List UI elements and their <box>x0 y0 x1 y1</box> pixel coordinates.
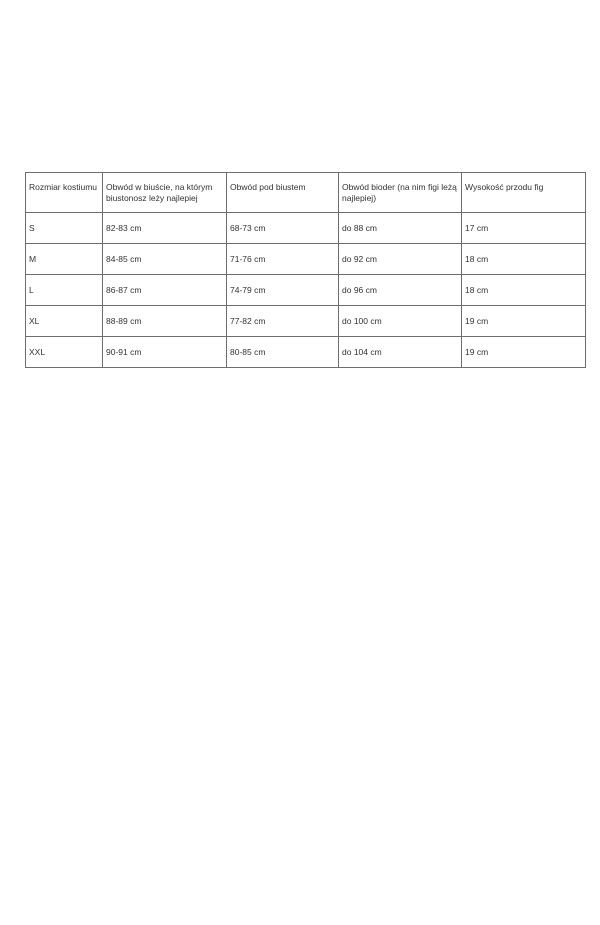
cell-hips: do 88 cm <box>339 213 462 244</box>
header-cell-bust: Obwód w biuście, na którym biustonosz leży najlepiej <box>103 173 227 213</box>
cell-size: M <box>26 244 103 275</box>
cell-hips: do 96 cm <box>339 275 462 306</box>
table-row <box>26 275 586 306</box>
cell-hips: do 100 cm <box>339 306 462 337</box>
cell-front-height: 18 cm <box>462 275 586 306</box>
cell-hips: do 92 cm <box>339 244 462 275</box>
cell-bust: 88-89 cm <box>103 306 227 337</box>
cell-underbust: 71-76 cm <box>227 244 339 275</box>
cell-bust: 90-91 cm <box>103 337 227 368</box>
cell-bust: 82-83 cm <box>103 213 227 244</box>
table-row <box>26 213 586 244</box>
cell-bust: 84-85 cm <box>103 244 227 275</box>
header-cell-underbust: Obwód pod biustem <box>227 173 339 213</box>
cell-size: L <box>26 275 103 306</box>
cell-underbust: 68-73 cm <box>227 213 339 244</box>
table-header-row <box>26 173 586 213</box>
cell-underbust: 80-85 cm <box>227 337 339 368</box>
cell-underbust: 74-79 cm <box>227 275 339 306</box>
cell-front-height: 19 cm <box>462 337 586 368</box>
table-row <box>26 244 586 275</box>
table-row <box>26 306 586 337</box>
header-cell-hips: Obwód bioder (na nim figi leżą najlepiej) <box>339 173 462 213</box>
cell-hips: do 104 cm <box>339 337 462 368</box>
cell-front-height: 17 cm <box>462 213 586 244</box>
cell-size: S <box>26 213 103 244</box>
cell-size: XL <box>26 306 103 337</box>
cell-front-height: 18 cm <box>462 244 586 275</box>
cell-underbust: 77-82 cm <box>227 306 339 337</box>
cell-bust: 86-87 cm <box>103 275 227 306</box>
cell-size: XXL <box>26 337 103 368</box>
header-cell-size: Rozmiar kostiumu <box>26 173 103 213</box>
size-chart-table <box>25 172 586 368</box>
cell-front-height: 19 cm <box>462 306 586 337</box>
table-row <box>26 337 586 368</box>
header-cell-front-height: Wysokość przodu fig <box>462 173 586 213</box>
